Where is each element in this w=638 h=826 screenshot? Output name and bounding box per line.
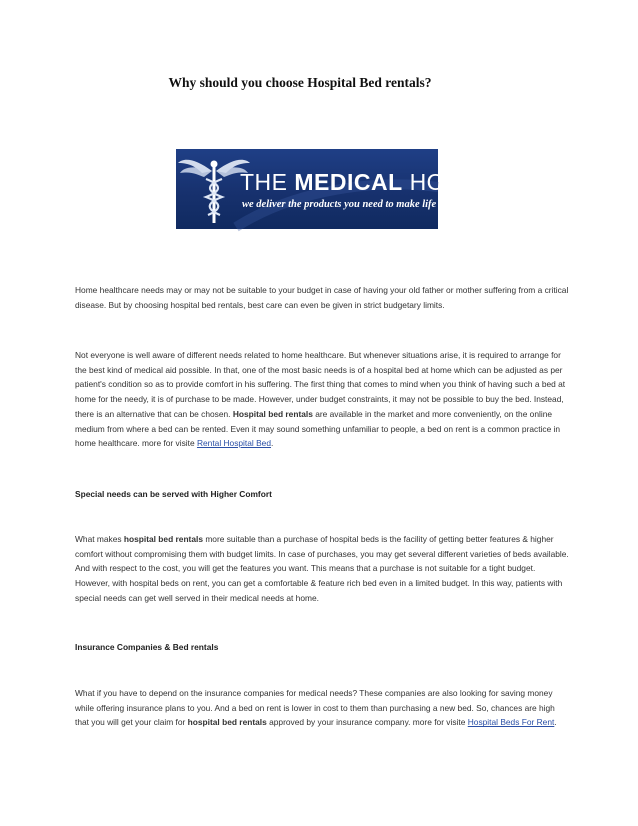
medical-house-logo — [176, 149, 494, 229]
intro-paragraph: Home healthcare needs may or may not be suitable to your budget in case of having your old father or mother suffering from a critical disease. But by choosing hospital bed rentals, best care can even be given in strict budgetary limits. — [75, 285, 569, 310]
logo-brand-text: THE MEDICAL HOUSE — [240, 169, 494, 195]
bold-phrase: Hospital bed rentals — [232, 408, 313, 419]
page-title: Why should you choose Hospital Bed rentals? — [168, 75, 432, 90]
awareness-paragraph: Not everyone is well aware of different needs related to home healthcare. But whenever situations arise, it is required to arrange for the best kind of medical aid possible. In that, one of the most basic needs is of a hospital bed at home which can be adjusted as per patient's condition so as to provide comfort in his suffering. The first thing that comes to mind when you think of having such a bed at home for the needy, it is of purchase to be made. However, under budget constraints, it may not be possible to buy the bed. Instead, there is an alternative that can be chosen. Hospital bed rentals are available in the market and more conveniently, on the online medium from where a bed can be rented. Even it may sound something unfamiliar to people, a bed on rent is a common practice in home healthcare. more for visite Rental Hospital Bed. — [75, 350, 566, 449]
bold-phrase: hospital bed rentals — [187, 717, 267, 728]
special-needs-paragraph: What makes hospital bed rentals more suitable than a purchase of hospital beds is the facility of getting better features & higher comfort without compromising them with budget limits. In case of purchases, you may get several different varieties of beds available. And with respect to the cost, you will get the features you want. This means that a purchase is not suitable for a tight budget. However, with hospital beds on rent, you can get a comfortable & feature rich bed even in a limited budget. In this way, patients with special needs can get well served in their medical needs at home. — [75, 534, 569, 603]
hospital-beds-for-rent-link[interactable]: Hospital Beds For Rent — [467, 717, 555, 728]
insurance-paragraph: What if you have to depend on the insurance companies for medical needs? These companies are also looking for saving money while offering insurance plans to you. And a bed on rent is lower in cost to them than purchasing a new bed. So, chances are high that you will get your claim for hospital bed rentals approved by your insurance company. more for visite Hospital Beds For Rent. — [75, 688, 557, 728]
logo-tagline: we deliver the products you need to make life easier — [242, 199, 465, 210]
rental-hospital-bed-link[interactable]: Rental Hospital Bed — [196, 438, 271, 449]
section-heading-insurance: Insurance Companies & Bed rentals — [75, 642, 219, 652]
section-heading-special-needs: Special needs can be served with Higher Comfort — [75, 489, 272, 499]
bold-phrase: hospital bed rentals — [123, 534, 203, 544]
